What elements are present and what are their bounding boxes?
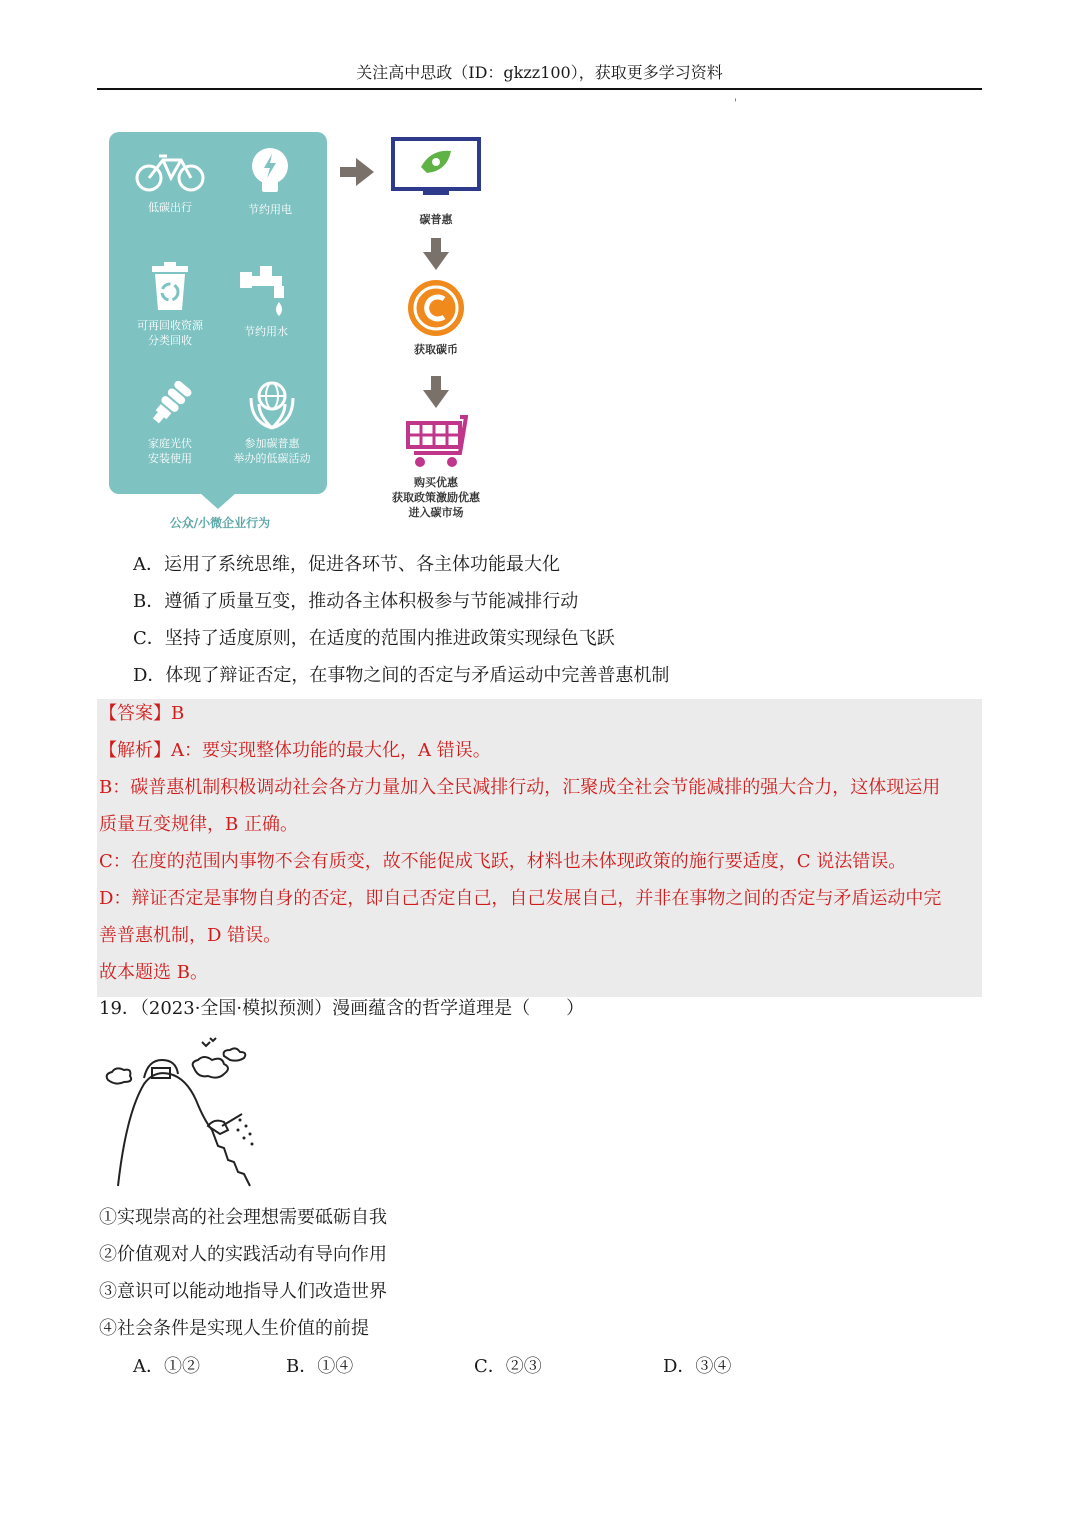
analysis-line-7: 故本题选 B。	[99, 962, 208, 983]
arrow-down-icon	[423, 238, 449, 270]
mountain-climber-cartoon-icon	[100, 1034, 262, 1194]
action-label: 家庭光伏 安装使用	[148, 437, 192, 465]
q19-option-b: B．①④	[286, 1356, 354, 1377]
header-mark: '	[734, 98, 737, 109]
statement-1: ①实现崇高的社会理想需要砥砺自我	[99, 1207, 387, 1228]
carbon-coin-icon	[407, 279, 465, 337]
option-a: A．运用了系统思维，促进各环节、各主体功能最大化	[133, 554, 560, 575]
shopping-cart-icon	[404, 415, 468, 469]
water-tap-icon	[236, 262, 296, 318]
answer-line	[99, 702, 184, 726]
question-19-stem: 19．（2023·全国·模拟预测）漫画蕴含的哲学道理是（ ）	[99, 998, 585, 1019]
action-label: 低碳出行	[148, 201, 192, 214]
analysis-text: A：要实现整体功能的最大化，A 错误。	[171, 740, 491, 761]
action-low-carbon-travel	[120, 150, 220, 215]
monitor-leaf-icon	[391, 137, 481, 197]
statement-3: ③意识可以能动地指导人们改造世界	[99, 1281, 387, 1302]
action-solar	[120, 378, 220, 466]
globe-hands-icon	[247, 378, 297, 430]
header-text: 关注高中思政（ID：gkzz100），获取更多学习资料	[356, 63, 723, 82]
arrow-right-icon	[340, 158, 374, 186]
analysis-line-4: C：在度的范围内事物不会有质变，故不能促成飞跃，材料也未体现政策的施行要适度，C 说法错误。	[99, 851, 907, 872]
action-label: 可再回收资源 分类回收	[137, 319, 203, 347]
action-save-electricity	[220, 146, 320, 217]
analysis-label: 【解析】	[99, 740, 171, 761]
flow-label-get-carbon-coin: 获取碳币	[414, 343, 458, 356]
q19-option-d: D．③④	[663, 1356, 732, 1377]
analysis-line-6: 善普惠机制，D 错误。	[99, 925, 282, 946]
bicycle-icon	[133, 150, 207, 194]
action-label: 参加碳普惠 举办的低碳活动	[233, 437, 311, 465]
panel-pointer	[200, 493, 236, 509]
page-header	[97, 62, 982, 90]
analysis-line-5: D：辩证否定是事物自身的否定，即自己否定自己，自己发展自己，并非在事物之间的否定与矛盾运动中完	[99, 888, 942, 909]
option-d: D．体现了辩证否定，在事物之间的否定与矛盾运动中完善普惠机制	[133, 665, 670, 686]
action-label: 节约用水	[244, 325, 288, 338]
action-label: 节约用电	[248, 203, 292, 216]
q19-option-c: C．②③	[474, 1356, 542, 1377]
answer-value: B	[171, 703, 185, 724]
analysis-line-3: 质量互变规律，B 正确。	[99, 814, 298, 835]
lightbulb-icon	[248, 146, 292, 196]
option-b: B．遵循了质量互变，推动各主体积极参与节能减排行动	[133, 591, 579, 612]
analysis-line-2: B：碳普惠机制积极调动社会各方力量加入全民减排行动，汇聚成全社会节能减排的强大合力，这体现运用	[99, 777, 941, 798]
analysis-line-1	[99, 739, 491, 763]
action-join-activity	[222, 378, 322, 466]
option-c: C．坚持了适度原则，在适度的范围内推进政策实现绿色飞跃	[133, 628, 615, 649]
answer-label: 【答案】	[99, 703, 171, 724]
statement-4: ④社会条件是实现人生价值的前提	[99, 1318, 369, 1339]
flow-label-carbon-inclusive: 碳普惠	[419, 213, 453, 226]
action-recycle	[120, 262, 220, 348]
recycle-bin-icon	[148, 262, 192, 312]
flow-label-benefits: 购买优惠 获取政策激励优惠 进入碳市场	[392, 476, 480, 519]
solar-bulb-icon	[145, 378, 195, 430]
q19-option-a: A．①②	[133, 1356, 200, 1377]
statement-2: ②价值观对人的实践活动有导向作用	[99, 1244, 387, 1265]
action-save-water	[216, 262, 316, 339]
arrow-down-icon	[423, 376, 449, 408]
panel-caption: 公众/小微企业行为	[169, 516, 271, 530]
